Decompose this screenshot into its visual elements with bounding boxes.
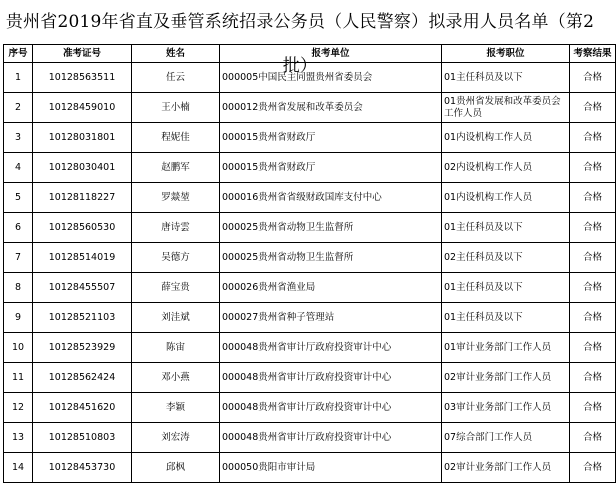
exam-id-cell: 10128118227: [33, 183, 132, 213]
seq-cell: 11: [4, 363, 33, 393]
header-row: [4, 45, 616, 63]
result-cell: 合格: [570, 63, 616, 93]
position-cell: 01主任科员及以下: [442, 273, 570, 303]
exam-id-cell: 10128459010: [33, 93, 132, 123]
seq-cell: 13: [4, 423, 33, 453]
name-cell: 赵鹏军: [132, 153, 220, 183]
header-unit: 报考单位: [220, 45, 442, 63]
result-cell: 合格: [570, 273, 616, 303]
unit-cell: 000016贵州省省级财政国库支付中心: [220, 183, 442, 213]
result-cell: 合格: [570, 423, 616, 453]
table-row: [4, 393, 616, 423]
name-cell: 任云: [132, 63, 220, 93]
table-row: [4, 273, 616, 303]
name-cell: 唐诗雲: [132, 213, 220, 243]
position-cell: 02审计业务部门工作人员: [442, 363, 570, 393]
seq-cell: 2: [4, 93, 33, 123]
result-cell: 合格: [570, 123, 616, 153]
exam-id-cell: 10128455507: [33, 273, 132, 303]
result-cell: 合格: [570, 183, 616, 213]
position-cell: 07综合部门工作人员: [442, 423, 570, 453]
header-position: 报考职位: [442, 45, 570, 63]
seq-cell: 8: [4, 273, 33, 303]
position-cell: 01内设机构工作人员: [442, 183, 570, 213]
name-cell: 邓小燕: [132, 363, 220, 393]
seq-cell: 5: [4, 183, 33, 213]
position-cell: 02主任科员及以下: [442, 243, 570, 273]
unit-cell: 000015贵州省财政厅: [220, 123, 442, 153]
table-row: [4, 363, 616, 393]
unit-cell: 000048贵州省审计厅政府投资审计中心: [220, 393, 442, 423]
seq-cell: 6: [4, 213, 33, 243]
position-cell: 01主任科员及以下: [442, 213, 570, 243]
exam-id-cell: 10128562424: [33, 363, 132, 393]
name-cell: 刘宏涛: [132, 423, 220, 453]
exam-id-cell: 10128030401: [33, 153, 132, 183]
result-cell: 合格: [570, 93, 616, 123]
seq-cell: 14: [4, 453, 33, 483]
seq-cell: 1: [4, 63, 33, 93]
result-cell: 合格: [570, 333, 616, 363]
result-cell: 合格: [570, 453, 616, 483]
seq-cell: 10: [4, 333, 33, 363]
table-row: [4, 453, 616, 483]
seq-cell: 4: [4, 153, 33, 183]
candidate-table: [3, 44, 616, 483]
position-cell: 01审计业务部门工作人员: [442, 333, 570, 363]
exam-id-cell: 10128521103: [33, 303, 132, 333]
unit-cell: 000026贵州省渔业局: [220, 273, 442, 303]
position-cell: 01主任科员及以下: [442, 303, 570, 333]
position-cell: 01主任科员及以下: [442, 63, 570, 93]
unit-cell: 000015贵州省财政厅: [220, 153, 442, 183]
exam-id-cell: 10128514019: [33, 243, 132, 273]
name-cell: 李颖: [132, 393, 220, 423]
exam-id-cell: 10128031801: [33, 123, 132, 153]
position-cell: 02内设机构工作人员: [442, 153, 570, 183]
seq-cell: 7: [4, 243, 33, 273]
position-cell: 02审计业务部门工作人员: [442, 453, 570, 483]
unit-cell: 000005中国民主同盟贵州省委员会: [220, 63, 442, 93]
result-cell: 合格: [570, 243, 616, 273]
table-row: [4, 333, 616, 363]
name-cell: 程妮佳: [132, 123, 220, 153]
name-cell: 王小楠: [132, 93, 220, 123]
table-row: [4, 423, 616, 453]
table-row: [4, 123, 616, 153]
result-cell: 合格: [570, 363, 616, 393]
unit-cell: 000048贵州省审计厅政府投资审计中心: [220, 423, 442, 453]
name-cell: 陈宙: [132, 333, 220, 363]
result-cell: 合格: [570, 153, 616, 183]
document-title: 贵州省2019年省直及垂管系统招录公务员（人民警察）拟录用人员名单（第2批）: [5, 12, 595, 76]
exam-id-cell: 10128560530: [33, 213, 132, 243]
name-cell: 吴德方: [132, 243, 220, 273]
unit-cell: 000050贵阳市审计局: [220, 453, 442, 483]
seq-cell: 9: [4, 303, 33, 333]
result-cell: 合格: [570, 303, 616, 333]
table-row: [4, 243, 616, 273]
position-cell: 03审计业务部门工作人员: [442, 393, 570, 423]
header-result: 考察结果: [570, 45, 616, 63]
header-seq: 序号: [4, 45, 33, 63]
unit-cell: 000048贵州省审计厅政府投资审计中心: [220, 363, 442, 393]
seq-cell: 12: [4, 393, 33, 423]
table-row: [4, 303, 616, 333]
unit-cell: 000025贵州省动物卫生监督所: [220, 243, 442, 273]
result-cell: 合格: [570, 213, 616, 243]
name-cell: 罗燚堃: [132, 183, 220, 213]
table-row: [4, 153, 616, 183]
table-row: [4, 213, 616, 243]
header-name: 姓名: [132, 45, 220, 63]
exam-id-cell: 10128563511: [33, 63, 132, 93]
unit-cell: 000025贵州省动物卫生监督所: [220, 213, 442, 243]
table-row: [4, 93, 616, 123]
exam-id-cell: 10128523929: [33, 333, 132, 363]
seq-cell: 3: [4, 123, 33, 153]
exam-id-cell: 10128510803: [33, 423, 132, 453]
result-cell: 合格: [570, 393, 616, 423]
name-cell: 薛宝贵: [132, 273, 220, 303]
unit-cell: 000012贵州省发展和改革委员会: [220, 93, 442, 123]
exam-id-cell: 10128451620: [33, 393, 132, 423]
name-cell: 邱枫: [132, 453, 220, 483]
header-exam-id: 准考证号: [33, 45, 132, 63]
unit-cell: 000027贵州省种子管理站: [220, 303, 442, 333]
exam-id-cell: 10128453730: [33, 453, 132, 483]
table-row: [4, 63, 616, 93]
table-row: [4, 183, 616, 213]
position-cell: 01贵州省发展和改革委员会工作人员: [442, 93, 570, 123]
position-cell: 01内设机构工作人员: [442, 123, 570, 153]
unit-cell: 000048贵州省审计厅政府投资审计中心: [220, 333, 442, 363]
name-cell: 刘洼斌: [132, 303, 220, 333]
